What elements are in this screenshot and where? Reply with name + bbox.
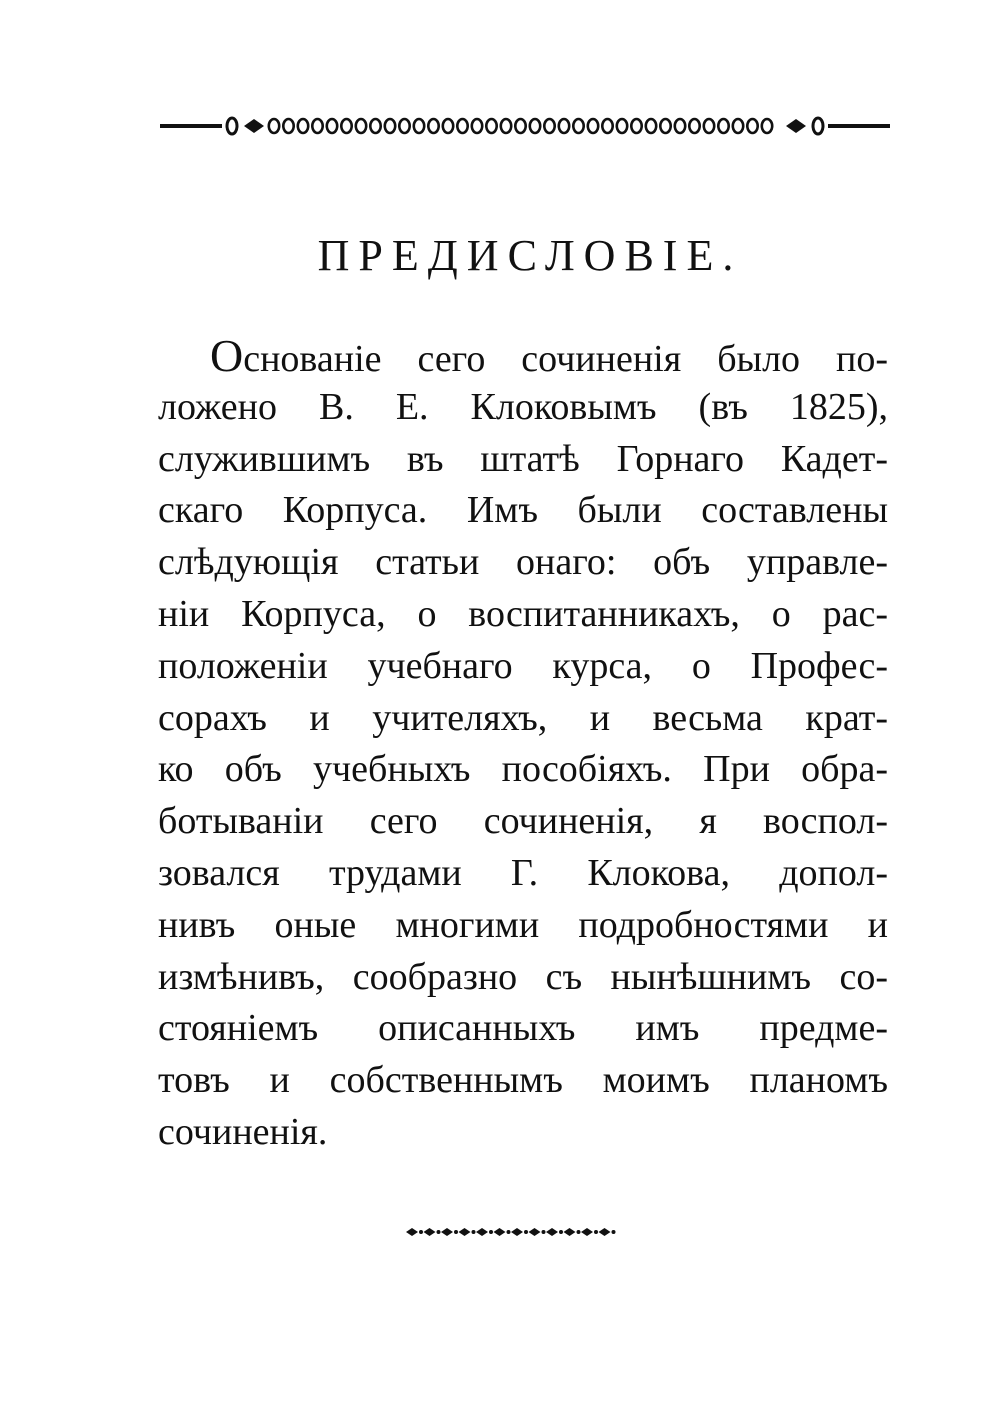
ornament-bead (428, 119, 438, 133)
ornament-diamond (599, 1228, 611, 1236)
ornament-bead (298, 119, 308, 133)
text-line-content: снованіе сего сочиненія было по- (243, 338, 888, 380)
ornament-bead (689, 119, 699, 133)
ornament-dot (472, 1230, 476, 1234)
ornament-bead (617, 119, 627, 133)
drop-cap: О (210, 330, 244, 381)
ornament-diamond (441, 1228, 453, 1236)
ornament-diamond (581, 1228, 593, 1236)
ornament-bead (544, 119, 554, 133)
text-line: зовался трудами Г. Клокова, допол- (158, 851, 888, 894)
ornament-bead (356, 119, 366, 133)
text-line: ботываніи сего сочиненія, я воспол- (158, 800, 888, 843)
ornament-diamond (511, 1228, 523, 1236)
ornament-bead (472, 119, 482, 133)
ornament-diamond (529, 1228, 541, 1236)
ornament-bead (646, 119, 656, 133)
ornament-dot (612, 1230, 616, 1234)
ornament-bead (414, 119, 424, 133)
ornament-bead (747, 119, 757, 133)
ornament-bead (370, 119, 380, 133)
ornament-diamond (459, 1228, 471, 1236)
ornament-diamond (424, 1228, 436, 1236)
text-line: ко объ учебныхъ пособіяхъ. При обра- (158, 748, 888, 791)
text-line (158, 330, 888, 382)
ornament-bead (399, 119, 409, 133)
text-line: измѣнивъ, сообразно съ нынѣшнимъ со- (158, 955, 888, 998)
ornament-dot (454, 1230, 458, 1234)
ornament-bead (312, 119, 322, 133)
ornament-diamond (564, 1228, 576, 1236)
text-line: положеніи учебнаго курса, о Профес- (158, 644, 888, 687)
ornament-bead (283, 119, 293, 133)
ornament-bead (327, 119, 337, 133)
ornament-dot (594, 1230, 598, 1234)
ornament-bead (501, 119, 511, 133)
ornament-dot (419, 1230, 423, 1234)
ornament-bead (704, 119, 714, 133)
ornament-bead (269, 119, 279, 133)
ornament-bead (573, 119, 583, 133)
ornament-bead (385, 119, 395, 133)
preface-paragraph (158, 330, 888, 1159)
text-line: товъ и собственнымъ моимъ планомъ (158, 1059, 888, 1102)
ornament-bead (762, 119, 772, 133)
text-line: сочиненія. (158, 1110, 328, 1153)
ornament-diamond (494, 1228, 506, 1236)
text-line: сорахъ и учителяхъ, и весьма крат- (158, 696, 888, 739)
page-title: ПРЕДИСЛОВІЕ. (317, 231, 743, 280)
text-line: служившимъ въ штатѣ Горнаго Кадет- (158, 437, 888, 480)
ornament-bead (631, 119, 641, 133)
ornament-bead (486, 119, 496, 133)
ornament-bead (660, 119, 670, 133)
ornament-bead (559, 119, 569, 133)
text-line: нивъ оные многими подробностями и (158, 903, 888, 946)
ornamental-rule-top (160, 108, 890, 144)
ornament-diamond (476, 1228, 488, 1236)
ornament-bead (602, 119, 612, 133)
ornament-bead (443, 119, 453, 133)
ornament-dot (507, 1230, 511, 1234)
ornament-dot (542, 1230, 546, 1234)
text-line: ніи Корпуса, о воспитанникахъ, о рас- (158, 592, 888, 635)
ornament-bead (588, 119, 598, 133)
ornament-dot (559, 1230, 563, 1234)
ornament-diamond (546, 1228, 558, 1236)
text-line: ложено В. Е. Клоковымъ (въ 1825), (158, 385, 888, 428)
ornament-bead (530, 119, 540, 133)
ornament-dot (489, 1230, 493, 1234)
text-line: слѣдующія статьи онаго: объ управле- (158, 541, 888, 584)
ornament-bead (733, 119, 743, 133)
text-line: скаго Корпуса. Имъ были составлены (158, 489, 888, 532)
ornament-bead (515, 119, 525, 133)
ornament-dot (437, 1230, 441, 1234)
ornament-diamond (406, 1228, 418, 1236)
ornament-bead (718, 119, 728, 133)
ornament-bead (675, 119, 685, 133)
ornament-bead (457, 119, 467, 133)
ornament-dot (577, 1230, 581, 1234)
text-line: стояніемъ описанныхъ имъ предме- (158, 1007, 888, 1050)
ornament-dot (524, 1230, 528, 1234)
ornamental-tailpiece-bottom (404, 1222, 624, 1242)
ornament-bead (341, 119, 351, 133)
